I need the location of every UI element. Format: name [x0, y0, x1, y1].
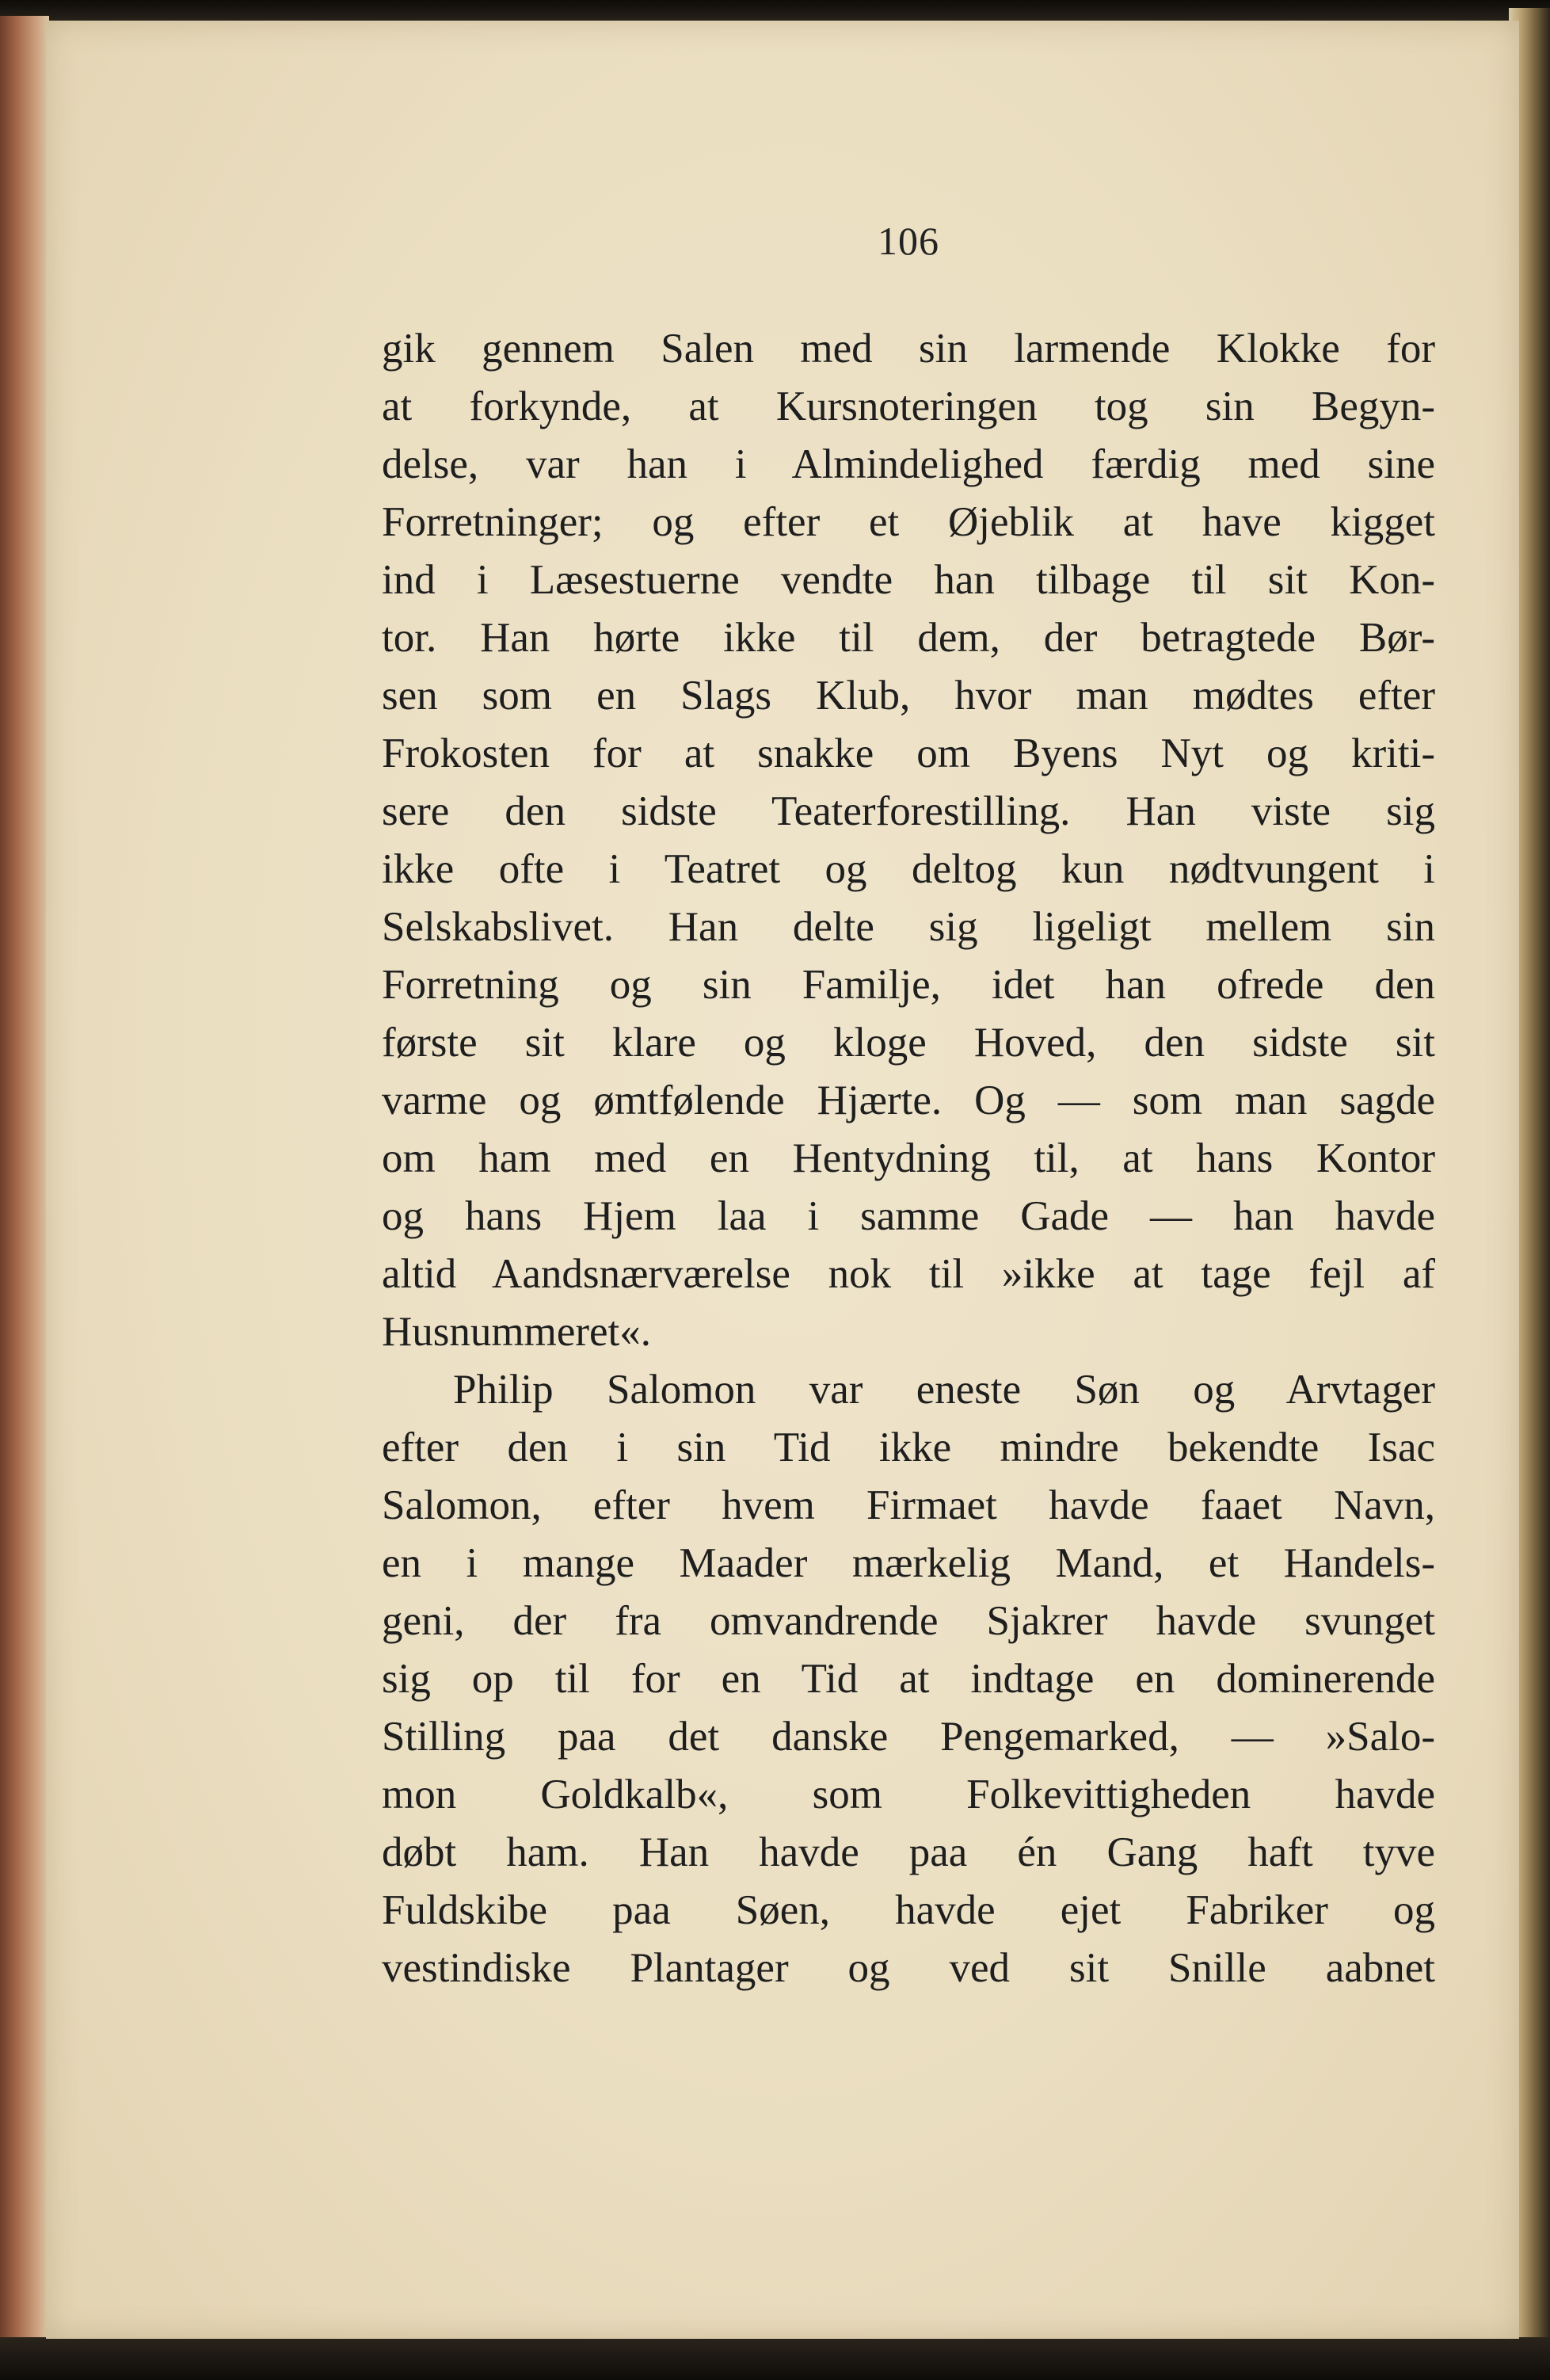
text-line: sen som en Slags Klub, hvor man mødtes efter: [382, 673, 1435, 719]
text-line: altid Aandsnærværelse nok til »ikke at tage fejl af: [382, 1251, 1435, 1297]
text-line: tor. Han hørte ikke til dem, der betragtede Bør-: [382, 615, 1435, 661]
text-line: Forretning og sin Familje, idet han ofrede den: [382, 962, 1435, 1008]
text-line: Selskabslivet. Han delte sig ligeligt mellem sin: [382, 904, 1435, 950]
text-line: at forkynde, at Kursnoteringen tog sin Begyn-: [382, 383, 1435, 429]
text-line: delse, var han i Almindelighed færdig med sine: [382, 441, 1435, 487]
text-line: sere den sidste Teaterforestilling. Han viste sig: [382, 788, 1435, 834]
text-line: Husnummeret«.: [382, 1309, 652, 1355]
page-number: 106: [878, 219, 939, 263]
text-line: Fuldskibe paa Søen, havde ejet Fabriker og: [382, 1887, 1435, 1933]
text-line: Frokosten for at snakke om Byens Nyt og kriti-: [382, 730, 1435, 776]
text-line: varme og ømtfølende Hjærte. Og — som man sagde: [382, 1077, 1435, 1123]
text-line: en i mange Maader mærkelig Mand, et Handels-: [382, 1540, 1435, 1586]
text-line: Stilling paa det danske Pengemarked, — »Salo-: [382, 1714, 1435, 1760]
text-line: sig op til for en Tid at indtage en dominerende: [382, 1656, 1435, 1702]
text-line: geni, der fra omvandrende Sjakrer havde svunget: [382, 1598, 1435, 1644]
text-line: døbt ham. Han havde paa én Gang haft tyve: [382, 1829, 1435, 1875]
text-line: Forretninger; og efter et Øjeblik at have kigget: [382, 499, 1435, 545]
book-spine-edge: [0, 16, 49, 2345]
text-line: og hans Hjem laa i samme Gade — han havde: [382, 1193, 1435, 1239]
text-line: Salomon, efter hvem Firmaet havde faaet Navn,: [382, 1482, 1435, 1528]
text-line: efter den i sin Tid ikke mindre bekendte Isac: [382, 1425, 1435, 1470]
body-text: [382, 320, 1435, 1997]
text-line: ikke ofte i Teatret og deltog kun nødtvungent i: [382, 846, 1435, 892]
text-line: vestindiske Plantager og ved sit Snille aabnet: [382, 1945, 1435, 1991]
paragraph-first-line: Philip Salomon var eneste Søn og Arvtager: [453, 1367, 1435, 1413]
text-line: ind i Læsestuerne vendte han tilbage til sit Kon-: [382, 557, 1435, 603]
text-line: om ham med en Hentydning til, at hans Kontor: [382, 1135, 1435, 1181]
text-line: gik gennem Salen med sin larmende Klokke for: [382, 326, 1435, 372]
scan-bottom-border: [0, 2337, 1550, 2380]
text-line: første sit klare og kloge Hoved, den sidste sit: [382, 1020, 1435, 1066]
text-line: mon Goldkalb«, som Folkevittigheden havde: [382, 1772, 1435, 1817]
